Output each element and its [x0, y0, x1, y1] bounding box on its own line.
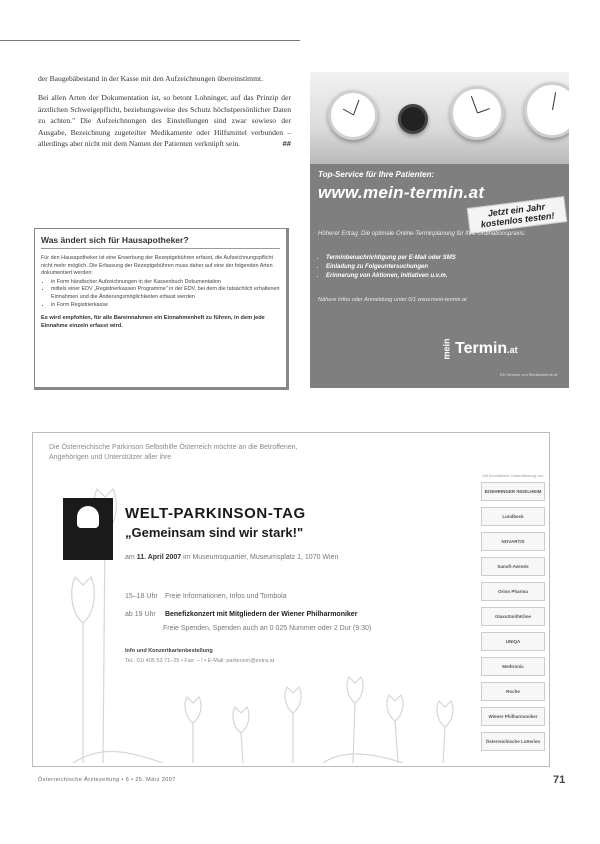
sponsor-logo: Lundbeck	[481, 507, 545, 526]
article-paragraph-2: Bei allen Arten der Dokumentation ist, so betont Lohninger, auf das Prinzip der ärztlichen Schweigepflicht, beziehungsweise des Schutz höchstpersönlicher Daten zu achten." Die Aufzeichnungen des Einstellungen sind zwar sowieso der Ausgabe, Bezeichnung zugeteilter Medikamente oder Hilfsmittel verbunden – allerdings aber nicht mit dem Namen der Patienten verknüpft sein. ##	[38, 93, 291, 149]
page-footer: Österreichische Ärztezeitung • 6 • 25. März 2007	[38, 777, 176, 783]
info-box-recommendation: Es wird empfohlen, für alle Bareinnahmen ein Einnahmenheft zu führen, in dem jede Einnahme einzeln erfasst wird.	[41, 315, 265, 329]
termin-feature: • Einladung zu Folgeuntersuchungen	[326, 263, 566, 272]
dark-clock-icon	[398, 104, 428, 134]
sponsor-title: Mit freundlicher Unterstützung von	[482, 473, 544, 478]
logo-prefix: mein	[441, 338, 452, 360]
parkinson-date: 11. April 2007	[136, 554, 182, 561]
parkinson-slogan: „Gemeinsam sind wir stark!"	[125, 525, 304, 540]
sponsor-logo: GlaxoSmithKline	[481, 607, 545, 626]
termin-feature-list	[318, 254, 566, 281]
info-box	[34, 228, 289, 390]
sponsor-logo: Medtronic	[481, 657, 545, 676]
clocks-photo	[310, 72, 569, 164]
ticket-info-heading: Info und Konzertkartenbestellung	[125, 648, 213, 654]
parkinson-lead: Die Österreichische Parkinson Selbsthilfe Österreich möchte an die Betroffenen, Angehörigen und Unterstützer aller ihre	[49, 444, 298, 461]
sponsor-logo: NOVARTIS	[481, 532, 545, 551]
sponsor-logo: UNIQA	[481, 632, 545, 651]
parkinson-p-logo	[63, 498, 113, 560]
article-column	[38, 73, 291, 157]
trial-stamp: Jetzt ein Jahr kostenlos testen!	[467, 196, 567, 234]
info-box-bullet: • in Form Registrierkasse	[51, 302, 280, 310]
info-box-title: Was ändert sich für Hausapotheker?	[41, 235, 280, 249]
mein-termin-logo	[436, 340, 518, 358]
info-box-bullet: • mittels einer EDV „Registrierkassen Programme" in der EDV, bei dem die tatsächlich erhaltenen Einnahmen und die Änderungsmöglichkeiten erfasst werden	[51, 286, 280, 301]
termin-tagline: Ein Service von Medikamente.at	[500, 372, 558, 377]
parkinson-date-line: am 11. April 2007 im Museumsquartier, Museumsplatz 1, 1070 Wien	[125, 554, 339, 561]
clock-icon	[328, 90, 378, 140]
sponsor-logo: Sanofi-Aventis	[481, 557, 545, 576]
top-rule	[0, 40, 300, 41]
parkinson-title: WELT-PARKINSON-TAG	[125, 505, 306, 522]
sponsor-column	[481, 473, 545, 757]
sponsor-logo: BOEHRINGER INGELHEIM	[481, 482, 545, 501]
info-box-body	[41, 255, 280, 330]
termin-feature: • Erinnerung von Aktionen, Initiativen u.v.m.	[326, 272, 566, 281]
article-paragraph-1: der Baugebäbestand in der Kasse mit den Aufzeichnungen übereinstimmt.	[38, 74, 264, 83]
info-box-list	[41, 279, 280, 309]
sponsor-logo: Wiener Philharmoniker	[481, 707, 545, 726]
info-box-bullet: • in Form händischer Aufzeichnungen in der Kassenbuch Dokumentation	[51, 279, 280, 287]
ticket-contact: Tel.: 01/ 405 53 71–25 • Fax: – ! • E-Mail: parkinson@extra.at	[125, 658, 275, 664]
mein-termin-advert	[310, 72, 569, 388]
sponsor-logo: Österreichische Lotterien	[481, 732, 545, 751]
programme-row: 15–18 Uhr Freie Informationen, Infos und Tombola	[125, 593, 287, 600]
programme-row: Freie Spenden, Spenden auch an 0 025 Nummer oder 2 Dur (9:30)	[163, 625, 372, 632]
sponsor-logo: Roche	[481, 682, 545, 701]
parkinson-advert	[32, 432, 550, 767]
clock-icon	[450, 86, 504, 140]
clock-icon	[524, 82, 569, 138]
termin-contact: Nähere Infos oder Anmeldung unter 0/1 www.mein-termin.at	[318, 297, 467, 303]
termin-intro: Höherer Ertrag. Die optimale Online-Terminplanung für Ihre Ordinationspraxis:	[318, 231, 526, 237]
termin-feature: • Terminbenachrichtigung per E-Mail oder SMS	[326, 254, 566, 263]
parkinson-venue: im Museumsquartier, Museumsplatz 1, 1070 Wien	[183, 554, 339, 561]
termin-url[interactable]: www.mein-termin.at	[318, 183, 485, 202]
article-end-mark: ##	[282, 139, 291, 149]
page-number: 71	[553, 774, 566, 786]
logo-tld: .at	[507, 345, 518, 355]
service-label: Top-Service für Ihre Patienten:	[318, 170, 435, 179]
programme-row: ab 19 Uhr Benefizkonzert mit Mitgliedern der Wiener Philharmoniker	[125, 611, 358, 618]
info-box-text: Für den Hausapotheker ist eine Erwerbung der Rezeptgebühren erfasst, die Aufzeichnungspflicht nicht mehr möglich. Die Erfassung der Rezeptgebühren muss daher auf eine der folgenden Arten dokumentiert werden:	[41, 255, 273, 277]
sponsor-logo: Orion Pharma	[481, 582, 545, 601]
logo-main: Termin	[455, 340, 508, 357]
